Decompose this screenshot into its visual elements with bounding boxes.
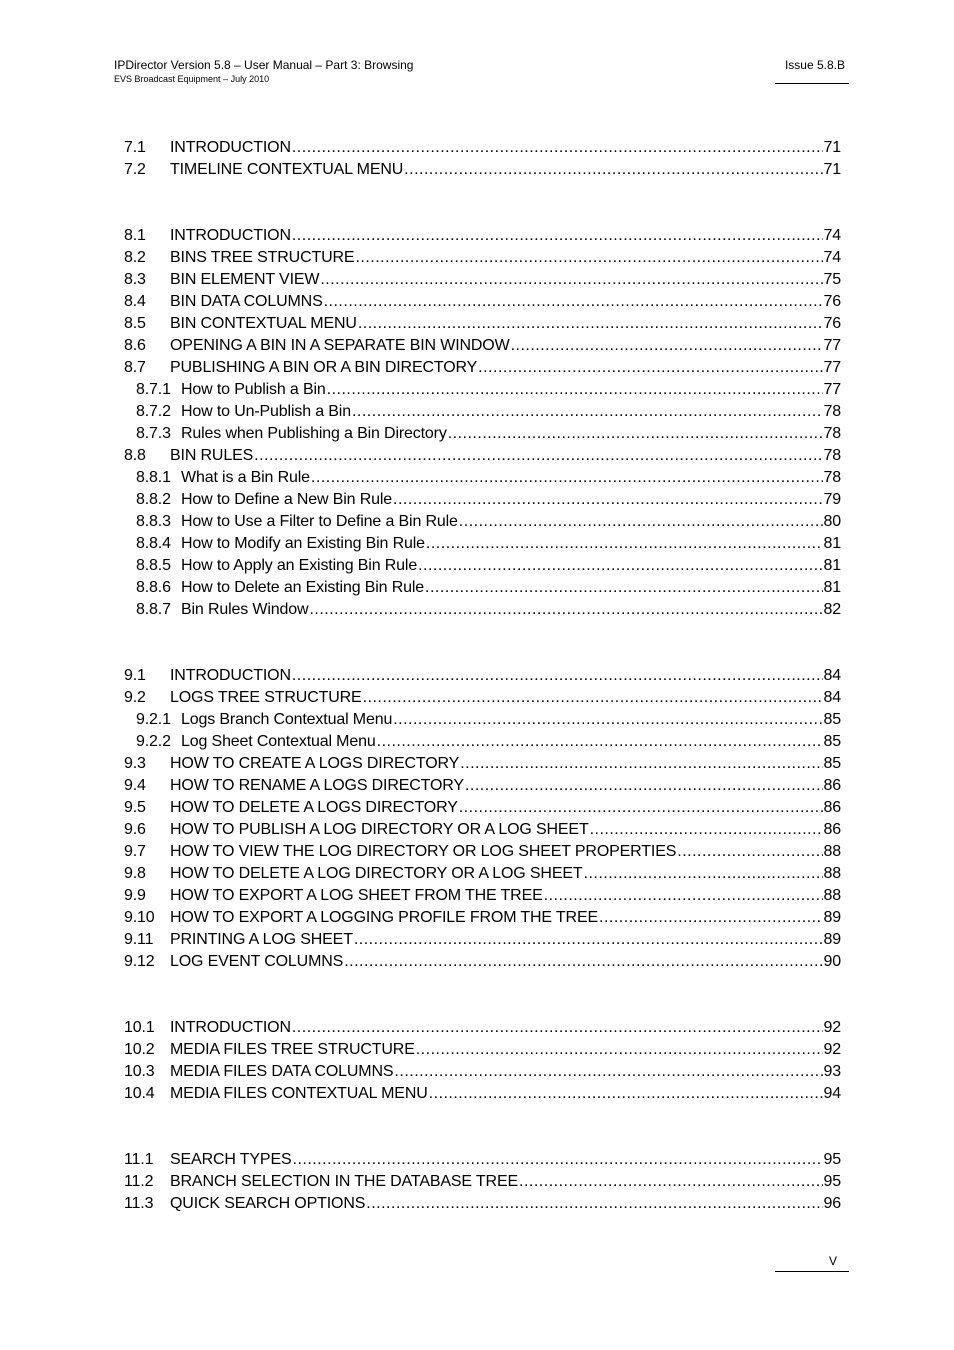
toc-entry-number: 9.6 <box>124 821 146 838</box>
toc-dot-leader <box>293 1149 823 1171</box>
toc-entry-number: 9.12 <box>124 953 155 970</box>
toc-dot-leader <box>465 775 823 797</box>
toc-dot-leader <box>519 1171 822 1193</box>
toc-entry-page: 86 <box>823 821 841 838</box>
toc-section <box>124 1149 841 1215</box>
toc-entry-page: 85 <box>823 755 841 772</box>
toc-entry-page: 84 <box>823 689 841 706</box>
toc-entry-page: 71 <box>823 139 841 156</box>
toc-dot-leader <box>429 1083 823 1105</box>
toc-dot-leader <box>358 313 823 335</box>
toc-entry-title: SEARCH TYPES <box>170 1151 292 1168</box>
toc-dot-leader <box>460 753 822 775</box>
toc-entry[interactable] <box>124 1083 841 1105</box>
toc-entry[interactable] <box>124 401 841 423</box>
toc-entry-page: 88 <box>823 887 841 904</box>
toc-entry[interactable] <box>124 489 841 511</box>
toc-entry-number: 8.8.4 <box>136 535 171 552</box>
toc-entry-title: How to Publish a Bin <box>181 381 326 398</box>
toc-entry-title: BRANCH SELECTION IN THE DATABASE TREE <box>170 1173 519 1190</box>
toc-entry-number: 9.11 <box>124 931 154 948</box>
toc-entry[interactable] <box>124 423 841 445</box>
toc-entry-number: 9.2.2 <box>136 733 171 750</box>
toc-entry[interactable] <box>124 1193 841 1215</box>
toc-dot-leader <box>311 467 823 489</box>
toc-entry[interactable] <box>124 709 841 731</box>
toc-entry[interactable] <box>124 775 841 797</box>
toc-dot-leader <box>327 379 823 401</box>
toc-entry-number: 9.2.1 <box>136 711 171 728</box>
document-subtitle: EVS Broadcast Equipment – July 2010 <box>114 74 270 84</box>
toc-entry-number: 8.7.3 <box>136 425 171 442</box>
toc-entry[interactable] <box>124 1171 841 1193</box>
toc-entry-number: 8.3 <box>124 271 146 288</box>
toc-entry-page: 78 <box>823 447 841 464</box>
toc-dot-leader <box>677 841 822 863</box>
toc-entry-number: 8.8.6 <box>136 579 171 596</box>
toc-entry-page: 93 <box>823 1063 841 1080</box>
toc-section <box>124 225 841 621</box>
toc-entry[interactable] <box>124 467 841 489</box>
toc-entry-page: 76 <box>823 293 841 310</box>
toc-entry-number: 9.2 <box>124 689 146 706</box>
toc-entry-title: BIN CONTEXTUAL MENU <box>170 315 357 332</box>
toc-entry-title: HOW TO EXPORT A LOG SHEET FROM THE TREE <box>170 887 543 904</box>
table-of-contents <box>124 137 841 1215</box>
toc-dot-leader <box>426 533 823 555</box>
toc-entry-title: INTRODUCTION <box>170 139 291 156</box>
toc-entry[interactable] <box>124 577 841 599</box>
toc-entry-number: 8.8.3 <box>136 513 171 530</box>
toc-entry-number: 8.7.1 <box>136 381 171 398</box>
toc-entry-title: Bin Rules Window <box>181 601 309 618</box>
toc-dot-leader <box>393 489 822 511</box>
toc-entry-title: LOGS TREE STRUCTURE <box>170 689 362 706</box>
toc-entry-title: TIMELINE CONTEXTUAL MENU <box>170 161 404 178</box>
page-footer <box>775 1253 849 1272</box>
toc-entry-page: 81 <box>823 557 841 574</box>
toc-dot-leader <box>418 555 822 577</box>
toc-entry[interactable] <box>124 335 841 357</box>
toc-entry-page: 77 <box>823 359 841 376</box>
toc-dot-leader <box>254 445 822 467</box>
toc-entry-number: 9.10 <box>124 909 155 926</box>
toc-entry-number: 11.3 <box>124 1195 154 1212</box>
toc-entry-title: INTRODUCTION <box>170 227 291 244</box>
toc-entry[interactable] <box>124 137 841 159</box>
toc-entry-title: HOW TO VIEW THE LOG DIRECTORY OR LOG SHEET PROPERTIES <box>170 843 677 860</box>
toc-entry-title: Rules when Publishing a Bin Directory <box>181 425 447 442</box>
toc-entry[interactable] <box>124 907 841 929</box>
toc-entry-page: 92 <box>823 1041 841 1058</box>
toc-entry-title: How to Define a New Bin Rule <box>181 491 393 508</box>
toc-entry[interactable] <box>124 313 841 335</box>
toc-entry-title: Log Sheet Contextual Menu <box>181 733 376 750</box>
toc-entry-number: 9.5 <box>124 799 146 816</box>
toc-entry[interactable] <box>124 1149 841 1171</box>
toc-entry-page: 74 <box>823 249 841 266</box>
toc-entry-number: 10.1 <box>124 1019 155 1036</box>
toc-entry-number: 8.8.5 <box>136 557 171 574</box>
toc-dot-leader <box>366 1193 822 1215</box>
toc-entry[interactable] <box>124 445 841 467</box>
toc-entry[interactable] <box>124 885 841 907</box>
toc-entry-page: 80 <box>823 513 841 530</box>
toc-entry-title: MEDIA FILES CONTEXTUAL MENU <box>170 1085 428 1102</box>
toc-dot-leader <box>478 357 822 379</box>
toc-dot-leader <box>354 929 823 951</box>
toc-entry-title: BINS TREE STRUCTURE <box>170 249 355 266</box>
toc-entry-title: MEDIA FILES TREE STRUCTURE <box>170 1041 415 1058</box>
toc-entry-title: OPENING A BIN IN A SEPARATE BIN WINDOW <box>170 337 510 354</box>
toc-entry-number: 8.6 <box>124 337 146 354</box>
toc-dot-leader <box>292 137 823 159</box>
toc-entry-number: 9.4 <box>124 777 146 794</box>
toc-dot-leader <box>309 599 822 621</box>
toc-dot-leader <box>355 247 822 269</box>
toc-entry-title: How to Apply an Existing Bin Rule <box>181 557 418 574</box>
toc-entry-page: 81 <box>823 579 841 596</box>
toc-dot-leader <box>394 1061 822 1083</box>
toc-dot-leader <box>393 709 822 731</box>
toc-entry-number: 8.7.2 <box>136 403 171 420</box>
page-header <box>114 58 849 85</box>
toc-entry-title: PUBLISHING A BIN OR A BIN DIRECTORY <box>170 359 478 376</box>
toc-entry-number: 10.4 <box>124 1085 155 1102</box>
toc-entry-page: 88 <box>823 843 841 860</box>
toc-entry-number: 9.9 <box>124 887 146 904</box>
toc-entry[interactable] <box>124 269 841 291</box>
toc-entry-page: 90 <box>823 953 841 970</box>
toc-entry[interactable] <box>124 247 841 269</box>
toc-dot-leader <box>590 819 823 841</box>
toc-entry-number: 8.8.2 <box>136 491 171 508</box>
toc-entry[interactable] <box>124 1061 841 1083</box>
toc-entry[interactable] <box>124 929 841 951</box>
toc-entry-title: How to Modify an Existing Bin Rule <box>181 535 425 552</box>
toc-entry-page: 77 <box>823 381 841 398</box>
toc-entry-page: 71 <box>823 161 841 178</box>
toc-entry-page: 95 <box>823 1151 841 1168</box>
toc-entry-number: 8.5 <box>124 315 146 332</box>
issue-label: Issue 5.8.B <box>784 58 845 72</box>
toc-entry-title: BIN ELEMENT VIEW <box>170 271 320 288</box>
toc-dot-leader <box>584 863 823 885</box>
toc-dot-leader <box>599 907 822 929</box>
toc-entry[interactable] <box>124 863 841 885</box>
toc-entry-number: 11.2 <box>124 1173 154 1190</box>
toc-dot-leader <box>459 797 823 819</box>
toc-entry-page: 85 <box>823 733 841 750</box>
toc-entry[interactable] <box>124 357 841 379</box>
toc-entry-page: 78 <box>823 403 841 420</box>
toc-entry-number: 10.3 <box>124 1063 155 1080</box>
toc-dot-leader <box>324 291 823 313</box>
toc-entry-title: MEDIA FILES DATA COLUMNS <box>170 1063 394 1080</box>
toc-entry-number: 8.8 <box>124 447 146 464</box>
toc-entry[interactable] <box>124 951 841 973</box>
toc-entry-title: HOW TO PUBLISH A LOG DIRECTORY OR A LOG SHEET <box>170 821 589 838</box>
toc-entry-title: INTRODUCTION <box>170 1019 291 1036</box>
toc-entry-number: 11.1 <box>124 1151 154 1168</box>
toc-entry-title: How to Use a Filter to Define a Bin Rule <box>181 513 458 530</box>
toc-entry[interactable] <box>124 819 841 841</box>
toc-dot-leader <box>416 1039 823 1061</box>
toc-entry-page: 74 <box>823 227 841 244</box>
toc-entry-title: HOW TO EXPORT A LOGGING PROFILE FROM THE TREE <box>170 909 599 926</box>
toc-entry[interactable] <box>124 599 841 621</box>
toc-entry-title: BIN RULES <box>170 447 254 464</box>
toc-entry-number: 7.1 <box>124 139 146 156</box>
toc-entry[interactable] <box>124 731 841 753</box>
toc-entry[interactable] <box>124 159 841 181</box>
toc-entry-title: BIN DATA COLUMNS <box>170 293 323 310</box>
toc-entry-number: 8.2 <box>124 249 146 266</box>
toc-dot-leader <box>363 687 823 709</box>
toc-dot-leader <box>320 269 822 291</box>
toc-entry-title: Logs Branch Contextual Menu <box>181 711 393 728</box>
toc-entry-title: HOW TO DELETE A LOG DIRECTORY OR A LOG SHEET <box>170 865 583 882</box>
toc-entry-number: 9.1 <box>124 667 146 684</box>
toc-dot-leader <box>404 159 822 181</box>
toc-entry-title: HOW TO CREATE A LOGS DIRECTORY <box>170 755 460 772</box>
header-rule <box>775 83 849 84</box>
toc-entry-page: 89 <box>823 909 841 926</box>
toc-entry-page: 76 <box>823 315 841 332</box>
toc-entry-title: How to Delete an Existing Bin Rule <box>181 579 425 596</box>
toc-entry-title: What is a Bin Rule <box>181 469 310 486</box>
toc-dot-leader <box>377 731 823 753</box>
toc-entry-title: HOW TO RENAME A LOGS DIRECTORY <box>170 777 464 794</box>
toc-entry-page: 81 <box>823 535 841 552</box>
toc-entry[interactable] <box>124 797 841 819</box>
toc-entry-page: 88 <box>823 865 841 882</box>
toc-entry[interactable] <box>124 665 841 687</box>
toc-entry-page: 92 <box>823 1019 841 1036</box>
toc-dot-leader <box>352 401 823 423</box>
toc-entry[interactable] <box>124 533 841 555</box>
toc-entry-page: 85 <box>823 711 841 728</box>
toc-entry-number: 7.2 <box>124 161 146 178</box>
toc-entry[interactable] <box>124 753 841 775</box>
toc-entry-number: 8.8.7 <box>136 601 171 618</box>
toc-entry[interactable] <box>124 555 841 577</box>
toc-entry-page: 78 <box>823 469 841 486</box>
toc-entry-page: 78 <box>823 425 841 442</box>
toc-dot-leader <box>292 665 823 687</box>
toc-dot-leader <box>511 335 823 357</box>
toc-dot-leader <box>448 423 823 445</box>
toc-dot-leader <box>425 577 822 599</box>
toc-entry[interactable] <box>124 511 841 533</box>
toc-entry-number: 9.8 <box>124 865 146 882</box>
toc-dot-leader <box>292 1017 823 1039</box>
toc-entry-number: 8.8.1 <box>136 469 171 486</box>
toc-entry-page: 75 <box>823 271 841 288</box>
toc-entry-number: 9.3 <box>124 755 146 772</box>
toc-dot-leader <box>459 511 823 533</box>
toc-dot-leader <box>292 225 823 247</box>
toc-entry-title: QUICK SEARCH OPTIONS <box>170 1195 366 1212</box>
toc-entry[interactable] <box>124 1039 841 1061</box>
toc-entry-number: 10.2 <box>124 1041 155 1058</box>
toc-entry-page: 96 <box>823 1195 841 1212</box>
toc-dot-leader <box>344 951 822 973</box>
toc-dot-leader <box>544 885 823 907</box>
toc-entry-title: How to Un-Publish a Bin <box>181 403 351 420</box>
toc-entry-page: 82 <box>823 601 841 618</box>
toc-entry-title: LOG EVENT COLUMNS <box>170 953 344 970</box>
toc-section <box>124 137 841 181</box>
document-title: IPDirector Version 5.8 – User Manual – Part 3: Browsing <box>114 58 414 72</box>
toc-section <box>124 665 841 973</box>
toc-entry-title: PRINTING A LOG SHEET <box>170 931 353 948</box>
toc-entry-page: 86 <box>823 799 841 816</box>
toc-entry-number: 9.7 <box>124 843 146 860</box>
page-number: V <box>828 1254 837 1268</box>
toc-section <box>124 1017 841 1105</box>
toc-entry-page: 84 <box>823 667 841 684</box>
toc-entry[interactable] <box>124 291 841 313</box>
toc-entry-title: HOW TO DELETE A LOGS DIRECTORY <box>170 799 458 816</box>
toc-entry[interactable] <box>124 687 841 709</box>
toc-entry[interactable] <box>124 379 841 401</box>
toc-entry[interactable] <box>124 225 841 247</box>
footer-rule <box>775 1271 849 1272</box>
toc-entry-page: 79 <box>823 491 841 508</box>
toc-entry-title: INTRODUCTION <box>170 667 291 684</box>
toc-entry-page: 77 <box>823 337 841 354</box>
toc-entry-page: 95 <box>823 1173 841 1190</box>
toc-entry[interactable] <box>124 1017 841 1039</box>
toc-entry-page: 89 <box>823 931 841 948</box>
toc-entry[interactable] <box>124 841 841 863</box>
toc-entry-number: 8.7 <box>124 359 146 376</box>
toc-entry-number: 8.1 <box>124 227 146 244</box>
toc-entry-number: 8.4 <box>124 293 146 310</box>
toc-entry-page: 94 <box>823 1085 841 1102</box>
toc-entry-page: 86 <box>823 777 841 794</box>
